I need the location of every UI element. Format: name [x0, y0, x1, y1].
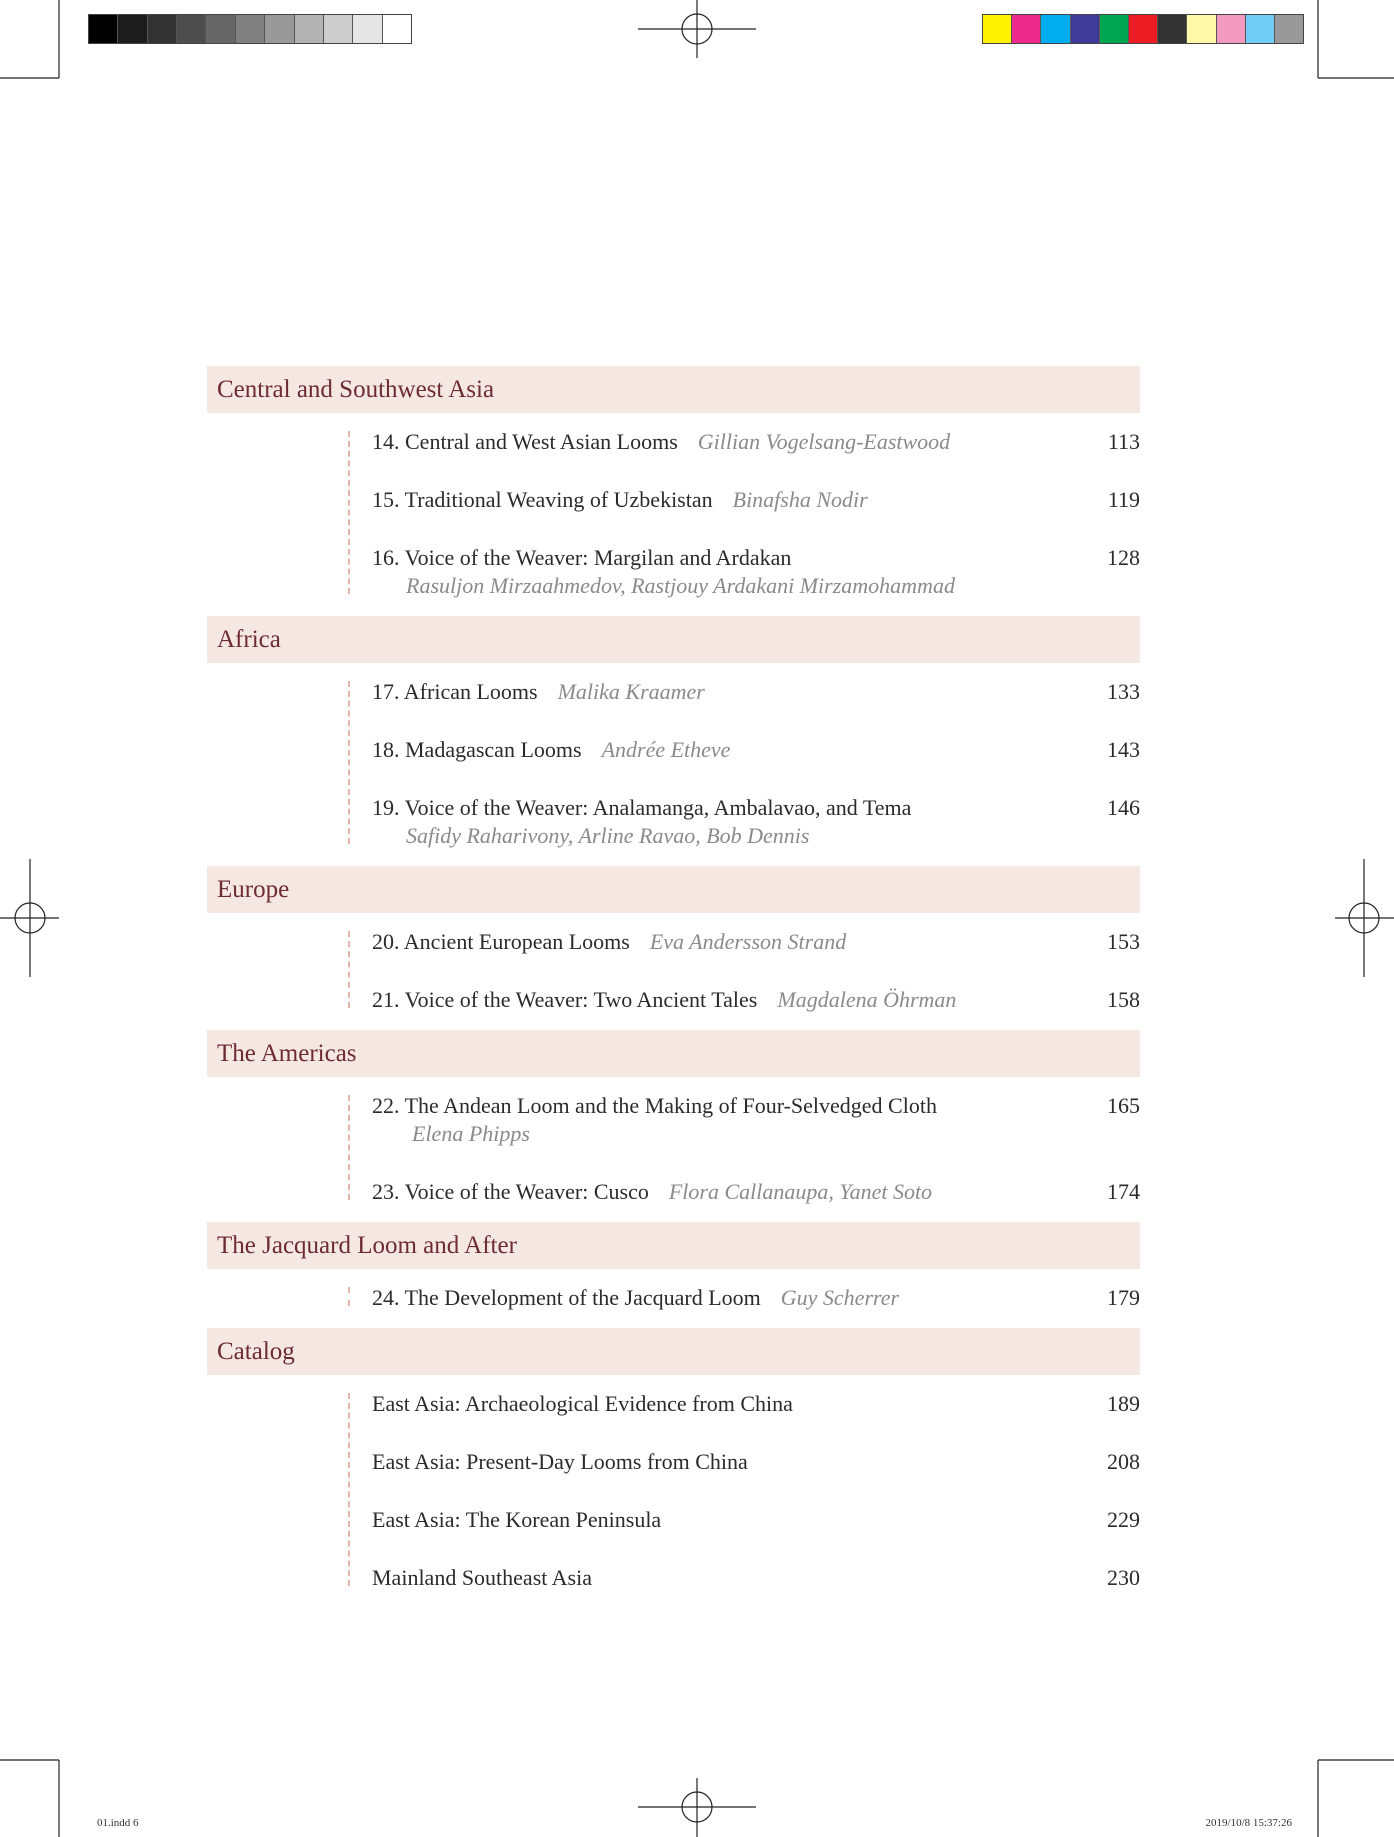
color-swatch	[1275, 15, 1303, 43]
color-swatch	[1158, 15, 1187, 43]
entry-author: Elena Phipps	[412, 1121, 530, 1146]
color-swatch	[983, 15, 1012, 43]
toc-entry[interactable]	[372, 1448, 1140, 1476]
crop-mark-top-right	[1318, 0, 1394, 78]
entry-author: Flora Callanaupa, Yanet Soto	[668, 1179, 933, 1204]
section-entries	[348, 1269, 1140, 1328]
entry-page-number: 119	[1107, 487, 1140, 512]
grayscale-color-bar	[88, 14, 412, 44]
entry-title: 18. Madagascan Looms	[372, 737, 582, 762]
section-entries	[348, 1375, 1140, 1608]
entry-title: Mainland Southeast Asia	[372, 1565, 592, 1590]
entry-author: Malika Kraamer	[557, 679, 705, 704]
toc-entry[interactable]	[372, 986, 1140, 1014]
entry-author: Rasuljon Mirzaahmedov, Rastjouy Ardakani Mirzamohammad	[406, 573, 955, 598]
registration-target-top	[638, 0, 756, 58]
process-color-bar	[982, 14, 1304, 44]
toc-entry[interactable]	[372, 1506, 1140, 1534]
entry-title: 17. African Looms	[372, 679, 538, 704]
gray-swatch	[177, 15, 206, 43]
entry-page-number: 208	[1107, 1449, 1140, 1474]
toc-entry[interactable]	[372, 794, 1140, 850]
toc-entry[interactable]	[372, 486, 1140, 514]
entry-title: East Asia: Present-Day Looms from China	[372, 1449, 748, 1474]
section-header: The Jacquard Loom and After	[207, 1222, 1140, 1269]
section-header: Catalog	[207, 1328, 1140, 1375]
entry-page-number: 179	[1107, 1285, 1140, 1310]
toc-entry[interactable]	[372, 678, 1140, 706]
color-swatch	[1012, 15, 1041, 43]
gray-swatch	[353, 15, 382, 43]
entry-page-number: 113	[1107, 429, 1140, 454]
entry-title: 19. Voice of the Weaver: Analamanga, Ambalavao, and Tema	[372, 795, 912, 820]
entry-title: East Asia: The Korean Peninsula	[372, 1507, 662, 1532]
gray-swatch	[118, 15, 147, 43]
color-swatch	[1246, 15, 1275, 43]
crop-mark-bottom-left	[0, 1760, 59, 1837]
entry-author: Guy Scherrer	[780, 1285, 900, 1310]
gray-swatch	[383, 15, 411, 43]
toc-entry[interactable]	[372, 736, 1140, 764]
color-swatch	[1217, 15, 1246, 43]
entry-author: Magdalena Öhrman	[777, 987, 957, 1012]
crop-mark-top-left	[0, 0, 59, 78]
color-swatch	[1187, 15, 1216, 43]
section-header: Africa	[207, 616, 1140, 663]
entry-title: 23. Voice of the Weaver: Cusco	[372, 1179, 649, 1204]
entry-page-number: 153	[1107, 929, 1140, 954]
gray-swatch	[236, 15, 265, 43]
table-of-contents	[207, 366, 1140, 1608]
color-swatch	[1071, 15, 1100, 43]
registration-target-bottom	[638, 1778, 756, 1837]
section-header: The Americas	[207, 1030, 1140, 1077]
registration-target-right	[1335, 859, 1394, 977]
entry-author: Eva Andersson Strand	[649, 929, 847, 954]
color-swatch	[1041, 15, 1070, 43]
entry-page-number: 143	[1107, 737, 1140, 762]
color-swatch	[1129, 15, 1158, 43]
slug-timestamp: 2019/10/8 15:37:26	[1205, 1817, 1292, 1829]
gray-swatch	[89, 15, 118, 43]
entry-page-number: 229	[1107, 1507, 1140, 1532]
entry-title: 14. Central and West Asian Looms	[372, 429, 678, 454]
entry-page-number: 158	[1107, 987, 1140, 1012]
entry-page-number: 165	[1107, 1093, 1140, 1118]
toc-entry[interactable]	[372, 1178, 1140, 1206]
section-entries	[348, 663, 1140, 866]
entry-author: Andrée Etheve	[601, 737, 731, 762]
gray-swatch	[265, 15, 294, 43]
entry-page-number: 189	[1107, 1391, 1140, 1416]
section-entries	[348, 913, 1140, 1030]
entry-title: East Asia: Archaeological Evidence from China	[372, 1391, 793, 1416]
crop-mark-bottom-right	[1318, 1760, 1394, 1837]
gray-swatch	[148, 15, 177, 43]
entry-title: 22. The Andean Loom and the Making of Four-Selvedged Cloth	[372, 1093, 937, 1118]
entry-title: 15. Traditional Weaving of Uzbekistan	[372, 487, 713, 512]
toc-entry[interactable]	[372, 1092, 1140, 1148]
gray-swatch	[206, 15, 235, 43]
section-entries	[348, 1077, 1140, 1222]
color-swatch	[1100, 15, 1129, 43]
section-header: Europe	[207, 866, 1140, 913]
gray-swatch	[324, 15, 353, 43]
registration-target-left	[0, 859, 59, 977]
toc-entry[interactable]	[372, 544, 1140, 600]
toc-entry[interactable]	[372, 928, 1140, 956]
toc-entry[interactable]	[372, 1564, 1140, 1592]
toc-entry[interactable]	[372, 1390, 1140, 1418]
toc-entry[interactable]	[372, 428, 1140, 456]
entry-page-number: 128	[1107, 545, 1140, 570]
entry-title: 16. Voice of the Weaver: Margilan and Ardakan	[372, 545, 792, 570]
entry-title: 21. Voice of the Weaver: Two Ancient Tales	[372, 987, 758, 1012]
entry-title: 24. The Development of the Jacquard Loom	[372, 1285, 761, 1310]
section-header: Central and Southwest Asia	[207, 366, 1140, 413]
entry-author: Safidy Raharivony, Arline Ravao, Bob Dennis	[406, 823, 810, 848]
entry-author: Gillian Vogelsang-Eastwood	[697, 429, 951, 454]
slug-filename: 01.indd 6	[97, 1817, 139, 1829]
entry-page-number: 146	[1107, 795, 1140, 820]
section-entries	[348, 413, 1140, 616]
toc-entry[interactable]	[372, 1284, 1140, 1312]
gray-swatch	[295, 15, 324, 43]
entry-page-number: 174	[1107, 1179, 1140, 1204]
entry-page-number: 133	[1107, 679, 1140, 704]
entry-author: Binafsha Nodir	[732, 487, 868, 512]
entry-title: 20. Ancient European Looms	[372, 929, 630, 954]
entry-page-number: 230	[1107, 1565, 1140, 1590]
